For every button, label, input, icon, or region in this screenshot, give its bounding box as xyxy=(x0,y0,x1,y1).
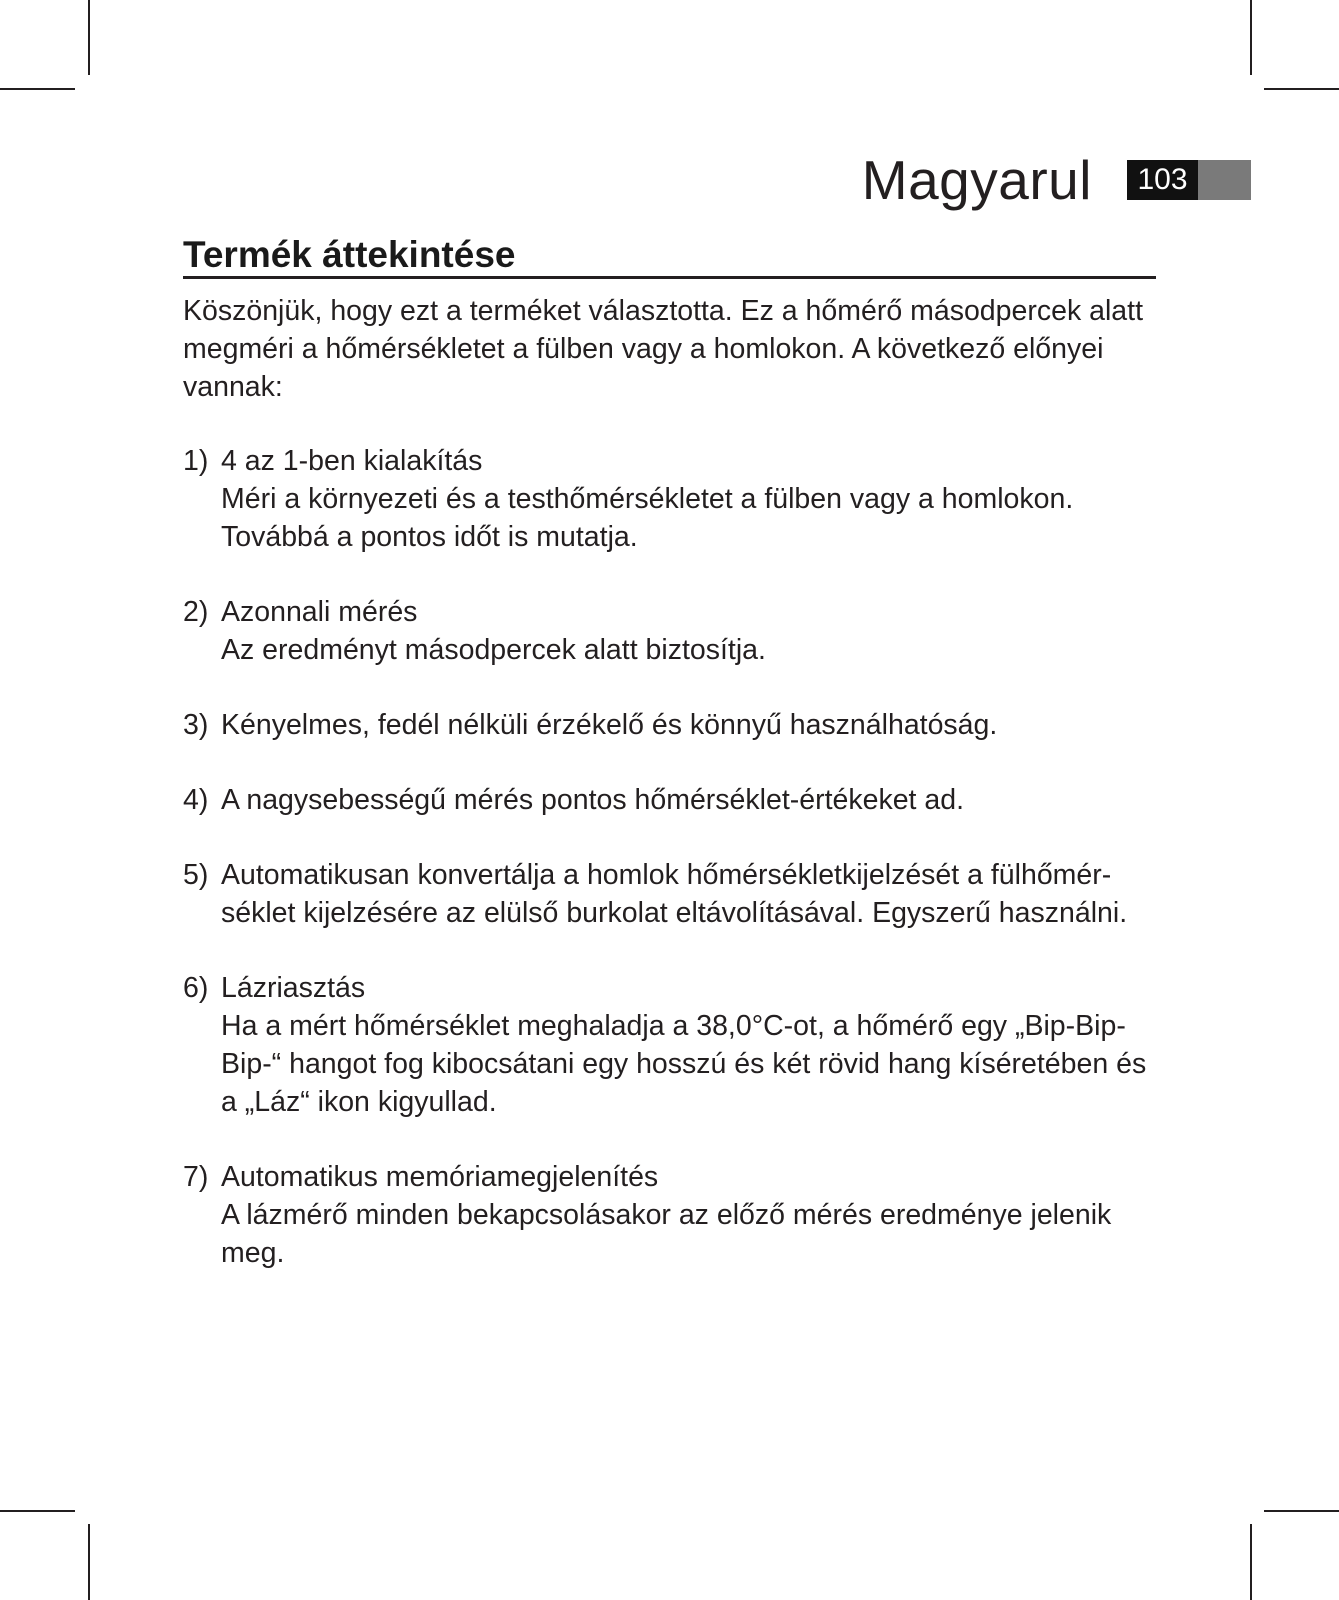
list-item-body xyxy=(221,781,1163,819)
list-item-text: Méri a környezeti és a testhőmérsékletet a fülben vagy a homlokon. Továbbá a pontos időt is mutatja. xyxy=(221,483,1074,553)
crop-mark-bottom-right-vertical xyxy=(1250,1524,1252,1600)
title-underline xyxy=(183,276,1156,279)
crop-mark-top-left-horizontal xyxy=(0,88,75,90)
crop-mark-top-right-horizontal xyxy=(1264,88,1339,90)
list-item-body xyxy=(221,1158,1163,1272)
list-item xyxy=(183,706,1163,744)
list-item xyxy=(183,781,1163,819)
list-item-number: 5) xyxy=(183,859,209,891)
list-item-text: Ha a mért hőmérséklet meghaladja a 38,0°C-ot, a hőmérő egy „Bip-Bip-Bip-“ hangot fog kibocsátani egy hosszú és két rövid hang kíséretében és a „Láz“ ikon kigyullad. xyxy=(221,1010,1147,1118)
list-item xyxy=(183,856,1163,932)
crop-mark-bottom-left-vertical xyxy=(88,1524,90,1600)
list-item xyxy=(183,593,1163,669)
crop-mark-bottom-left-horizontal xyxy=(0,1510,75,1512)
list-item-body xyxy=(221,706,1163,744)
page-number: 103 xyxy=(1127,160,1198,200)
list-item-body xyxy=(221,856,1163,932)
page-number-tab xyxy=(1127,160,1251,200)
list-item-title: Azonnali mérés xyxy=(221,596,418,628)
intro-paragraph: Köszönjük, hogy ezt a terméket választotta. Ez a hőmérő másodpercek alatt megméri a hőmérsékletet a fülben vagy a homlokon. A következő előnyei vannak: xyxy=(183,295,1143,403)
list-item-number: 3) xyxy=(183,709,209,741)
list-item-body xyxy=(221,442,1163,556)
list-item-text: Az eredményt másodpercek alatt biztosítja. xyxy=(221,634,766,666)
list-item xyxy=(183,1158,1163,1272)
list-item-title: Lázriasztás xyxy=(221,972,366,1004)
list-item-title: Kényelmes, fedél nélküli érzékelő és könnyű használhatóság. xyxy=(221,709,998,741)
list-item-number: 2) xyxy=(183,596,209,628)
list-item-number: 7) xyxy=(183,1161,209,1193)
list-item-title: Automatikus memóriamegjelenítés xyxy=(221,1161,659,1193)
section-title: Termék áttekintése xyxy=(183,234,516,275)
language-heading: Magyarul xyxy=(861,149,1092,211)
list-item xyxy=(183,969,1163,1121)
crop-mark-top-right-vertical xyxy=(1250,0,1252,75)
crop-mark-bottom-right-horizontal xyxy=(1264,1510,1339,1512)
list-item-title: 4 az 1-ben kialakítás xyxy=(221,445,483,477)
list-item-text: A lázmérő minden bekapcsolásakor az előző mérés eredménye jelenik meg. xyxy=(221,1199,1112,1269)
page-content xyxy=(183,292,1163,1309)
list-item-title: A nagysebességű mérés pontos hőmérséklet-értékeket ad. xyxy=(221,784,965,816)
list-item-body xyxy=(221,593,1163,669)
list-item-number: 6) xyxy=(183,972,209,1004)
list-item-body xyxy=(221,969,1163,1121)
list-item-number: 1) xyxy=(183,445,209,477)
list-item-number: 4) xyxy=(183,784,209,816)
list-item xyxy=(183,442,1163,556)
crop-mark-top-left-vertical xyxy=(88,0,90,75)
list-item-title: Automatikusan konvertálja a homlok hőmérsékletkijelzését a fülhőmér-séklet kijelzésére az elülső burkolat eltávolításával. Egyszerű használni. xyxy=(221,859,1128,929)
